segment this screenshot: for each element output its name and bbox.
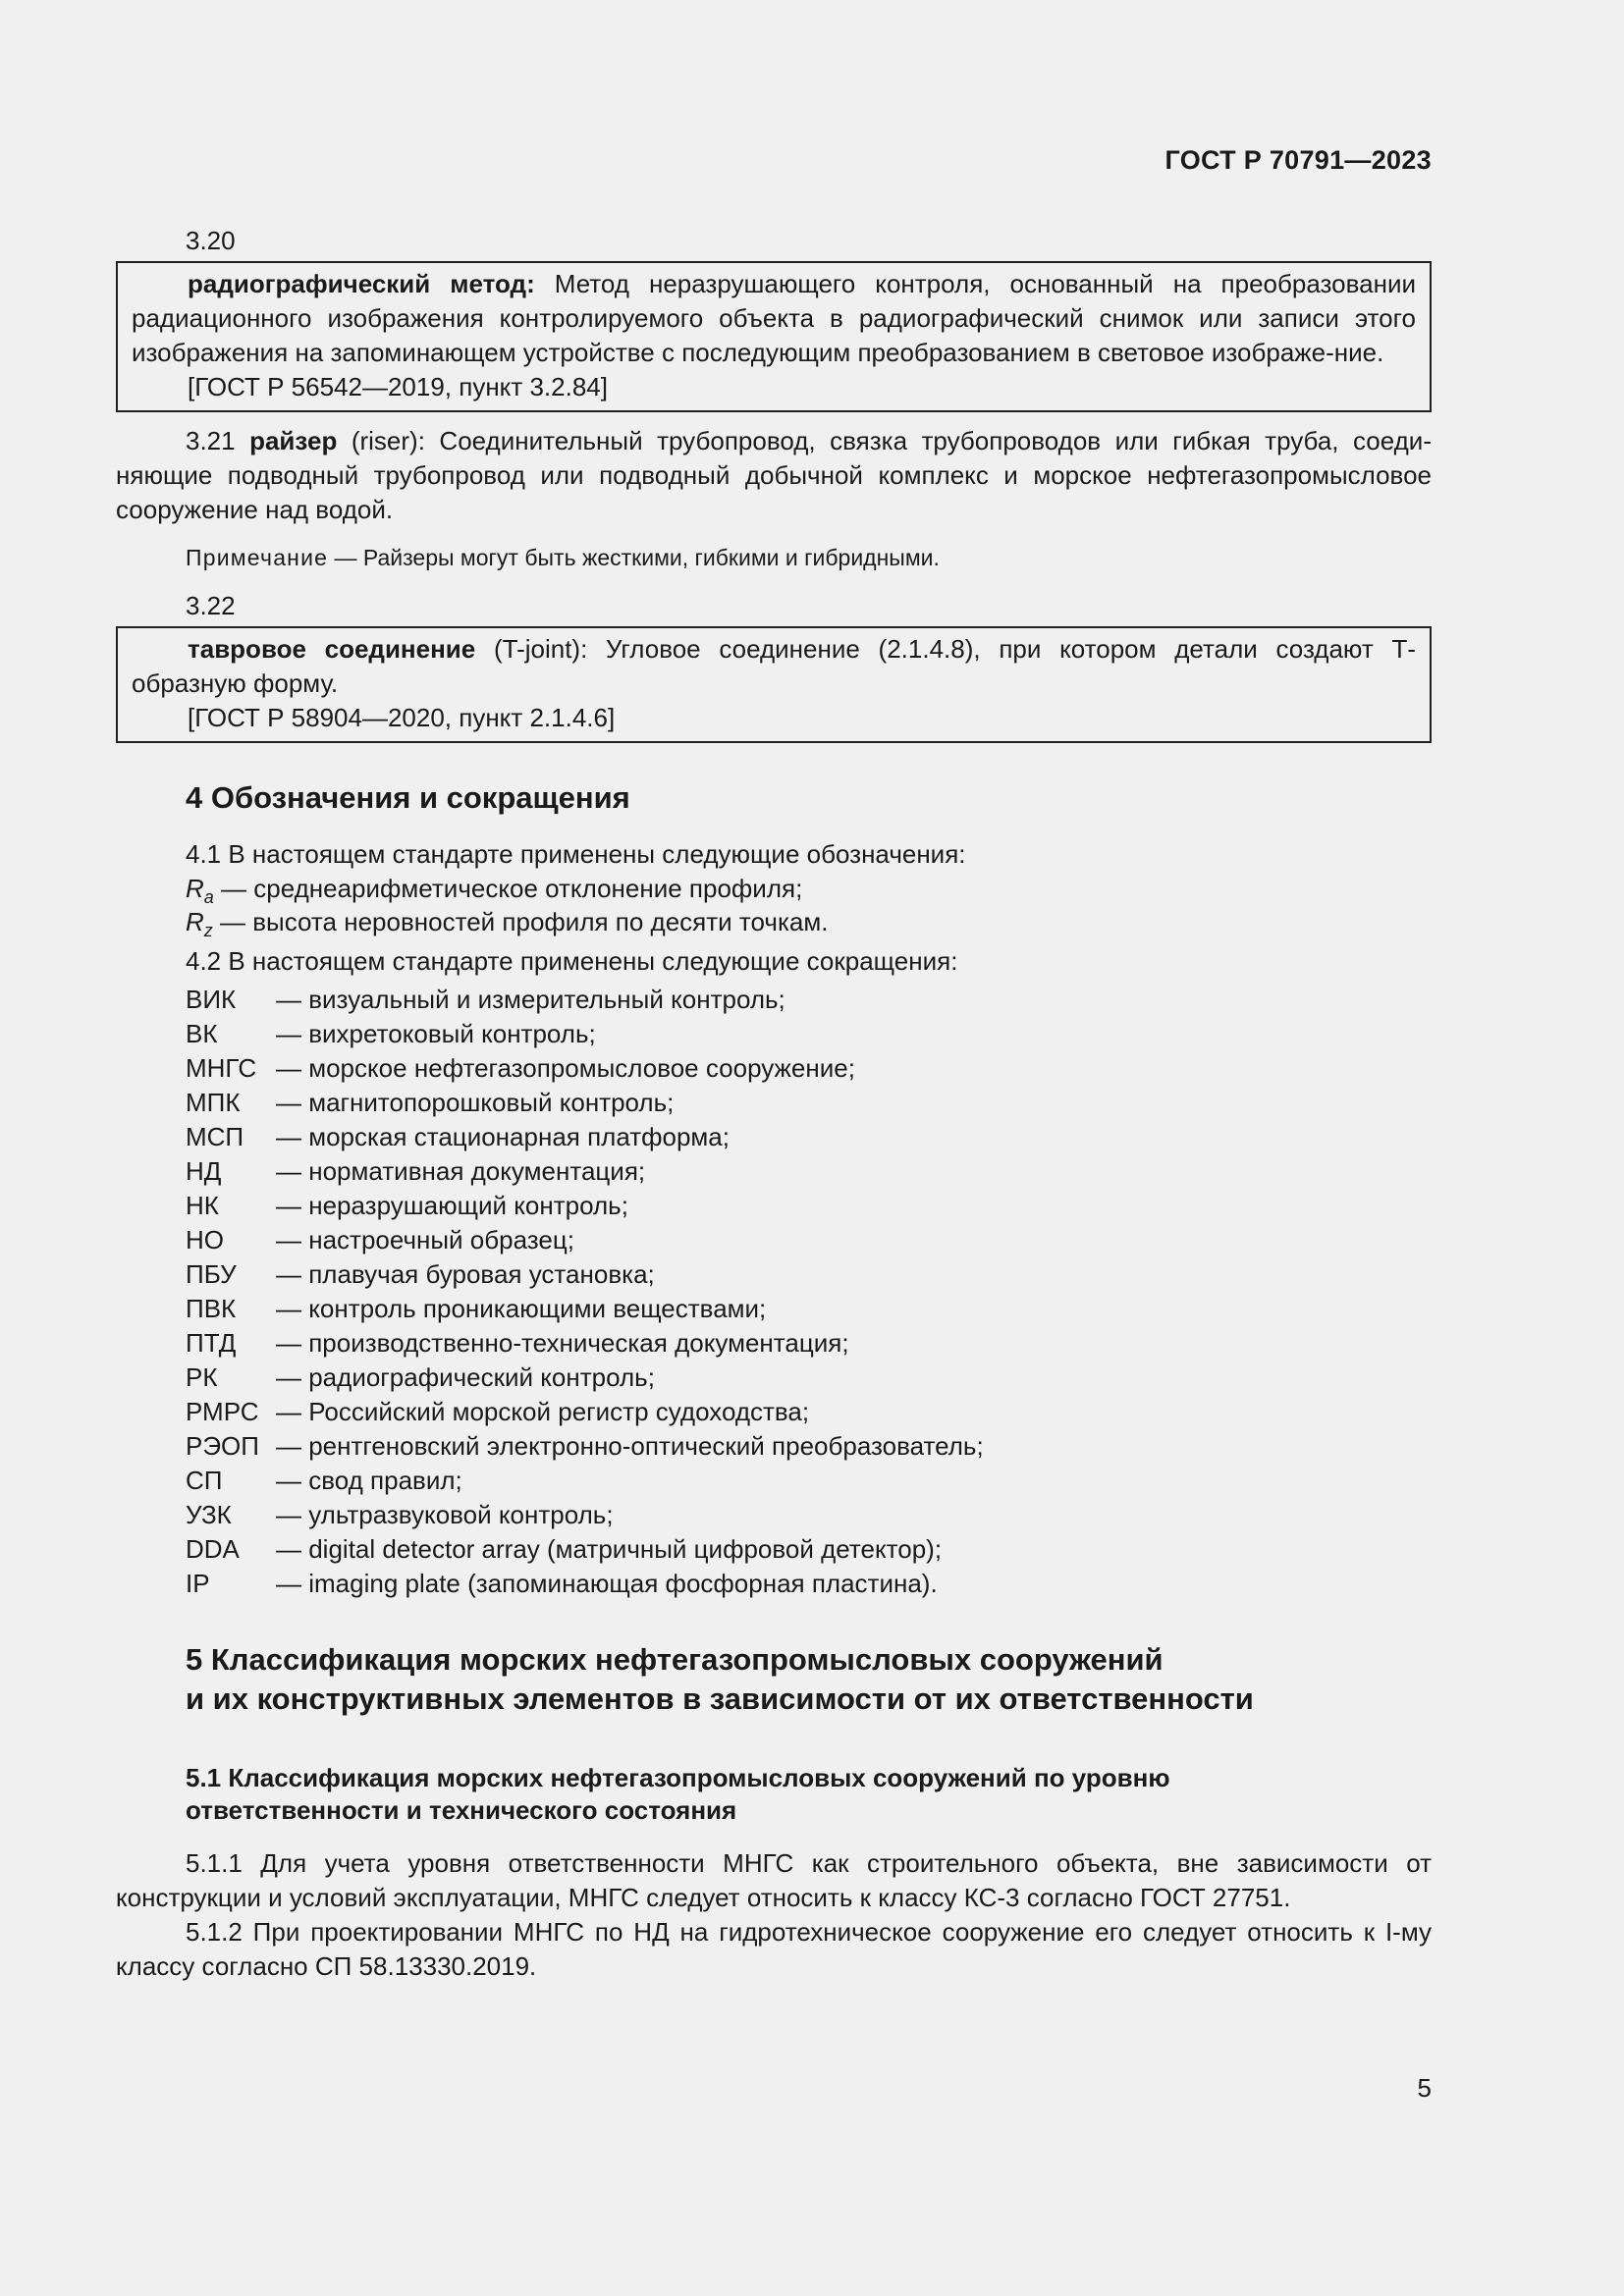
page-content bbox=[116, 224, 1432, 1984]
abbreviation-row bbox=[116, 1395, 1432, 1429]
abbr-text: — настроечный образец; bbox=[276, 1225, 574, 1255]
symbol-subscript: a bbox=[203, 887, 214, 907]
note-label: Примечание bbox=[186, 545, 329, 570]
heading-line: ответственности и технического состояния bbox=[186, 1795, 737, 1825]
abbr-text: — плавучая буровая установка; bbox=[276, 1259, 655, 1289]
abbr-code: МСП bbox=[186, 1122, 244, 1151]
term-text: (T-joint): Угловое соединение (2.1.4.8), при котором детали создают Т-образную форму. bbox=[132, 634, 1417, 698]
abbreviation-row bbox=[116, 1567, 1432, 1601]
section-heading: 4 Обозначения и сокращения bbox=[186, 780, 630, 815]
note-text: — Райзеры могут быть жесткими, гибкими и гибридными. bbox=[328, 545, 940, 570]
section-heading bbox=[116, 1640, 1432, 1719]
term-number: 3.20 bbox=[186, 226, 236, 255]
abbr-text: — digital detector array (матричный цифровой детектор); bbox=[276, 1534, 943, 1564]
term-name: райзер bbox=[249, 426, 338, 455]
term-source: [ГОСТ Р 58904—2020, пункт 2.1.4.6] bbox=[188, 703, 616, 732]
abbreviation-row bbox=[116, 1429, 1432, 1464]
abbr-text: — нормативная документация; bbox=[276, 1156, 646, 1186]
abbr-code: DDA bbox=[186, 1534, 240, 1564]
symbol: R bbox=[186, 907, 204, 936]
abbreviation-row bbox=[116, 1189, 1432, 1223]
abbreviation-row bbox=[116, 1498, 1432, 1532]
abbreviation-row bbox=[116, 1017, 1432, 1051]
abbr-intro: 4.2 В настоящем стандарте применены следующие сокращения: bbox=[186, 946, 958, 976]
abbr-text: — производственно-техническая документация; bbox=[276, 1328, 849, 1358]
abbreviation-row bbox=[116, 1361, 1432, 1395]
abbr-code: ПТД bbox=[186, 1328, 237, 1358]
abbr-text: — неразрушающий контроль; bbox=[276, 1191, 628, 1220]
symbols-intro: 4.1 В настоящем стандарте применены следующие обозначения: bbox=[186, 839, 966, 869]
term-paragraph bbox=[116, 424, 1432, 527]
term-number: 3.22 bbox=[186, 591, 236, 620]
abbreviation-row bbox=[116, 1086, 1432, 1120]
clause-paragraph: 5.1.2 При проектировании МНГС по НД на гидротехническое сооружение его следует относить к I-му классу согласно СП 58.13330.2019. bbox=[116, 1917, 1432, 1981]
abbr-text: — Российский морской регистр судоходства; bbox=[276, 1397, 810, 1426]
abbr-text: — свод правил; bbox=[276, 1466, 462, 1495]
abbreviation-list bbox=[116, 983, 1432, 1601]
abbr-text: — визуальный и измерительный контроль; bbox=[276, 985, 785, 1014]
heading-line: 5 Классификация морских нефтегазопромысловых сооружений bbox=[186, 1642, 1164, 1677]
clause-paragraph: 5.1.1 Для учета уровня ответственности МНГС как строительного объекта, вне зависимости от конструкции и условий эксплуатации, МНГС следует относить к классу КС-3 согласно ГОСТ 27751. bbox=[116, 1848, 1432, 1912]
abbr-text: — морское нефтегазопромысловое сооружение; bbox=[276, 1053, 855, 1083]
abbreviation-row bbox=[116, 1120, 1432, 1154]
abbr-text: — ультразвуковой контроль; bbox=[276, 1500, 614, 1529]
abbr-code: ВК bbox=[186, 1019, 218, 1048]
term-text: (riser): Соединительный трубопровод, связка трубопроводов или гибкая труба, соеди-няющие подводный трубопровод или подводный добычной комплекс и морское нефтегазопромысловое сооружение над водой. bbox=[116, 426, 1432, 524]
abbr-code: СП bbox=[186, 1466, 223, 1495]
abbr-code: ВИК bbox=[186, 985, 237, 1014]
abbreviation-row bbox=[116, 983, 1432, 1017]
heading-line: и их конструктивных элементов в зависимости от их ответственности bbox=[186, 1682, 1254, 1716]
abbr-code: НК bbox=[186, 1191, 219, 1220]
term-source: [ГОСТ Р 56542—2019, пункт 3.2.84] bbox=[188, 372, 608, 401]
abbr-code: ПВК bbox=[186, 1294, 237, 1323]
abbreviation-row bbox=[116, 1326, 1432, 1361]
abbreviation-row bbox=[116, 1051, 1432, 1086]
abbr-text: — вихретоковый контроль; bbox=[276, 1019, 596, 1048]
term-box bbox=[116, 626, 1432, 743]
term-name: радиографический метод: bbox=[188, 269, 535, 298]
abbr-code: НД bbox=[186, 1156, 222, 1186]
abbreviation-row bbox=[116, 1154, 1432, 1189]
abbr-text: — морская стационарная платформа; bbox=[276, 1122, 730, 1151]
abbr-code: РК bbox=[186, 1362, 218, 1392]
symbol: R bbox=[186, 874, 204, 903]
abbreviation-row bbox=[116, 1464, 1432, 1498]
term-definition bbox=[132, 632, 1416, 701]
symbol-row bbox=[116, 905, 1432, 938]
abbr-code: УЗК bbox=[186, 1500, 232, 1529]
term-definition bbox=[132, 267, 1416, 370]
page-number: 5 bbox=[1417, 2073, 1432, 2103]
term-text: Метод неразрушающего контроля, основанный на преобразовании радиационного изображения контролируемого объекта в радиографический снимок или записи этого изображения на запоминающем устройстве с последующим преобразованием в световое изображе-ние. bbox=[132, 269, 1416, 367]
abbr-text: — рентгеновский электронно-оптический преобразователь; bbox=[276, 1431, 984, 1461]
term-note bbox=[116, 541, 1432, 575]
standard-header: ГОСТ Р 70791—2023 bbox=[1164, 145, 1432, 175]
abbreviation-row bbox=[116, 1532, 1432, 1567]
abbr-code: ПБУ bbox=[186, 1259, 237, 1289]
abbr-code: РЭОП bbox=[186, 1431, 259, 1461]
abbr-code: МПК bbox=[186, 1088, 241, 1117]
term-name: тавровое соединение bbox=[188, 634, 476, 664]
term-number: 3.21 bbox=[186, 426, 250, 455]
symbol-text: — высота неровностей профиля по десяти точкам. bbox=[212, 907, 829, 936]
abbr-code: МНГС bbox=[186, 1053, 257, 1083]
heading-line: 5.1 Классификация морских нефтегазопромысловых сооружений по уровню bbox=[186, 1763, 1170, 1792]
abbr-code: IP bbox=[186, 1569, 210, 1598]
abbreviation-row bbox=[116, 1223, 1432, 1257]
symbol-text: — среднеарифметическое отклонение профиля; bbox=[213, 874, 803, 903]
abbreviation-row bbox=[116, 1292, 1432, 1326]
abbr-text: — магнитопорошковый контроль; bbox=[276, 1088, 675, 1117]
abbr-code: НО bbox=[186, 1225, 224, 1255]
symbol-row bbox=[116, 872, 1432, 905]
term-box bbox=[116, 261, 1432, 412]
abbr-text: — imaging plate (запоминающая фосфорная пластина). bbox=[276, 1569, 938, 1598]
subsection-heading bbox=[116, 1762, 1432, 1827]
abbreviation-row bbox=[116, 1257, 1432, 1292]
symbol-subscript: z bbox=[203, 921, 213, 940]
abbr-text: — контроль проникающими веществами; bbox=[276, 1294, 767, 1323]
abbr-code: РМРС bbox=[186, 1397, 259, 1426]
abbr-text: — радиографический контроль; bbox=[276, 1362, 655, 1392]
